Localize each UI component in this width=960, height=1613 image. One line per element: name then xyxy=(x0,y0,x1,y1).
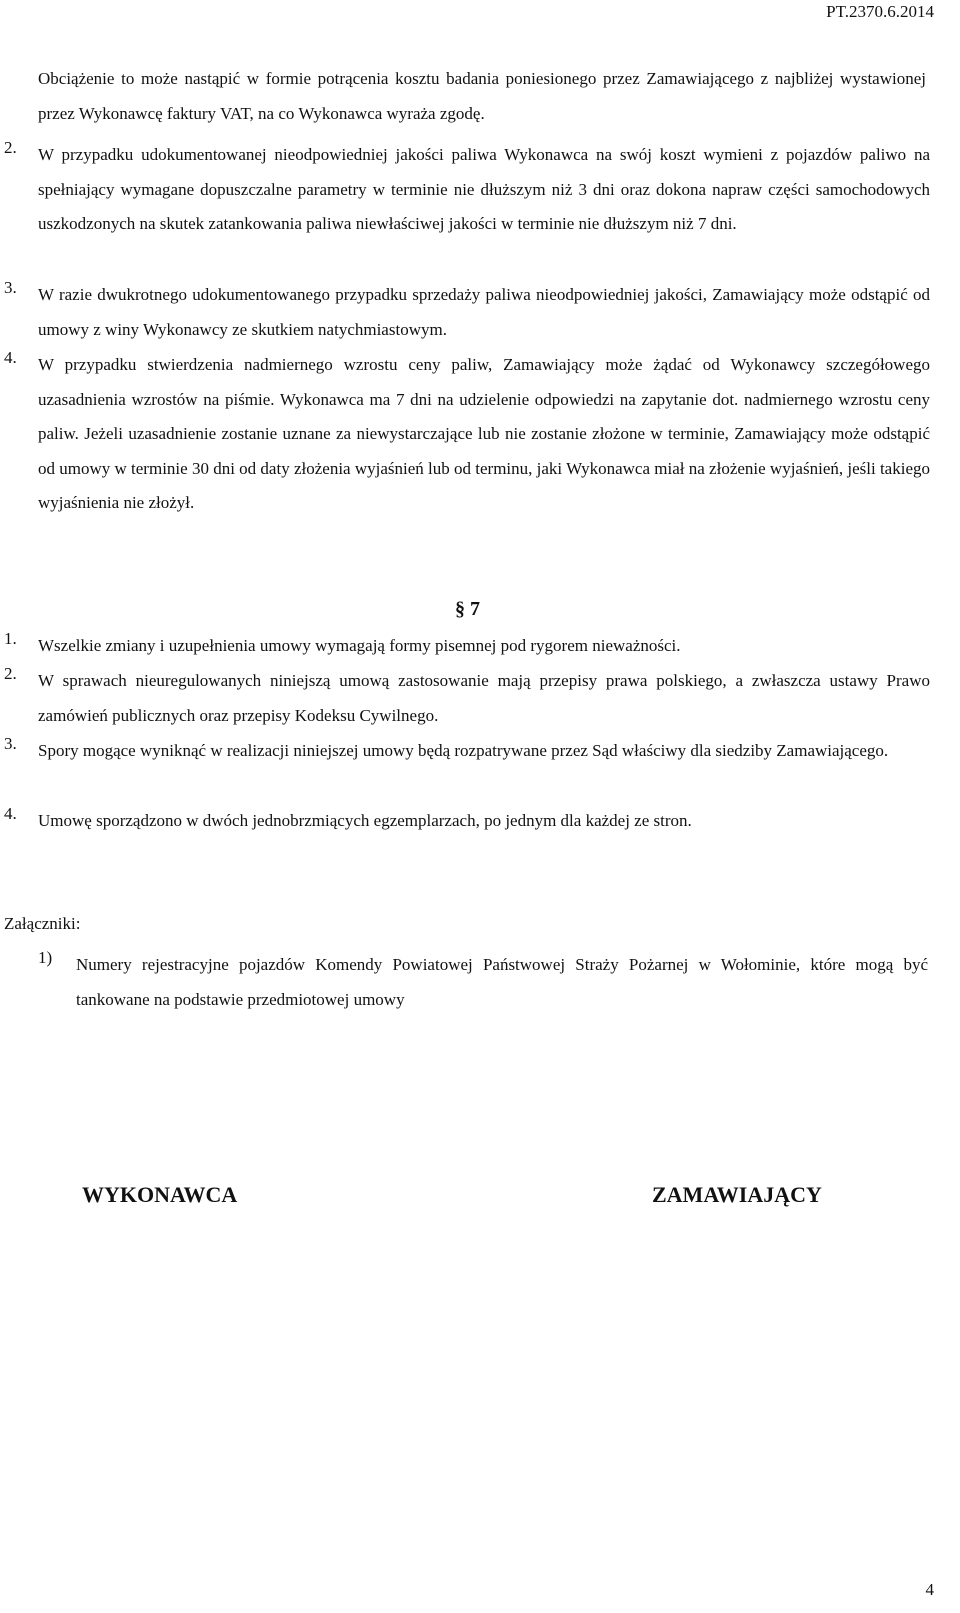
section6-item-2 xyxy=(4,138,930,242)
attachment-number: 1) xyxy=(38,948,53,967)
item-number: 2. xyxy=(4,138,17,157)
signature-client: ZAMAWIAJĄCY xyxy=(652,1182,822,1207)
section6-item-4 xyxy=(4,348,930,521)
section-heading: § 7 xyxy=(455,598,480,620)
attachment-item-1 xyxy=(38,948,928,1017)
item-text: W przypadku stwierdzenia nadmiernego wzrostu ceny paliw, Zamawiający może żądać od Wykonawcy szczegółowego uzasadnienia wzrostów na piśmie. Wykonawca ma 7 dni na udzielenie odpowiedzi na zapytanie dot. nadmiernego wzrostu ceny paliw. Jeżeli uzasadnienie zostanie uznane za niewystarczające lub nie zostanie złożone w terminie, Zamawiający może odstąpić od umowy w terminie 30 dni od daty złożenia wyjaśnień lub od terminu, jaki Wykonawca miał na złożenie wyjaśnień, jeśli takiego wyjaśnienia nie złożył. xyxy=(38,355,930,512)
item-text: W sprawach nieuregulowanych niniejszą umową zastosowanie mają przepisy prawa polskiego, a zwłaszcza ustawy Prawo zamówień publicznych oraz przepisy Kodeksu Cywilnego. xyxy=(38,671,930,725)
attachments-label: Załączniki: xyxy=(4,914,81,933)
section6-item-3 xyxy=(4,278,930,347)
section7-item-4 xyxy=(4,804,930,839)
item-text: W przypadku udokumentowanej nieodpowiedniej jakości paliwa Wykonawca na swój koszt wymieni z pojazdów paliwo na spełniający wymagane dopuszczalne parametry w terminie nie dłuższym niż 3 dni oraz dokona napraw części samochodowych uszkodzonych na skutek zatankowania paliwa niewłaściwej jakości w terminie nie dłuższym niż 7 dni. xyxy=(38,145,930,233)
item-text: Wszelkie zmiany i uzupełnienia umowy wymagają formy pisemnej pod rygorem nieważności. xyxy=(38,636,681,655)
item-text: Umowę sporządzono w dwóch jednobrzmiących egzemplarzach, po jednym dla każdej ze stron. xyxy=(38,811,692,830)
item-number: 3. xyxy=(4,734,17,753)
item-number: 4. xyxy=(4,348,17,367)
item-number: 3. xyxy=(4,278,17,297)
item-number: 4. xyxy=(4,804,17,823)
document-reference-number: PT.2370.6.2014 xyxy=(826,2,934,21)
section7-item-2 xyxy=(4,664,930,733)
item-text: W razie dwukrotnego udokumentowanego przypadku sprzedaży paliwa nieodpowiedniej jakości, Zamawiający może odstąpić od umowy z winy Wykonawcy ze skutkiem natychmiastowym. xyxy=(38,285,930,339)
section7-item-1 xyxy=(4,629,930,664)
intro-text: Obciążenie to może nastąpić w formie potrącenia kosztu badania poniesionego przez Zamawiającego z najbliżej wystawionej przez Wykonawcę faktury VAT, na co Wykonawca wyraża zgodę. xyxy=(38,69,926,123)
item-number: 2. xyxy=(4,664,17,683)
attachment-text: Numery rejestracyjne pojazdów Komendy Powiatowej Państwowej Straży Pożarnej w Wołominie, które mogą być tankowane na podstawie przedmiotowej umowy xyxy=(76,955,928,1009)
item-text: Spory mogące wyniknąć w realizacji niniejszej umowy będą rozpatrywane przez Sąd właściwy dla siedziby Zamawiającego. xyxy=(38,741,889,760)
intro-paragraph xyxy=(38,62,926,131)
item-number: 1. xyxy=(4,629,17,648)
page-number: 4 xyxy=(925,1580,934,1599)
signature-contractor: WYKONAWCA xyxy=(82,1182,238,1207)
section7-item-3 xyxy=(4,734,930,769)
